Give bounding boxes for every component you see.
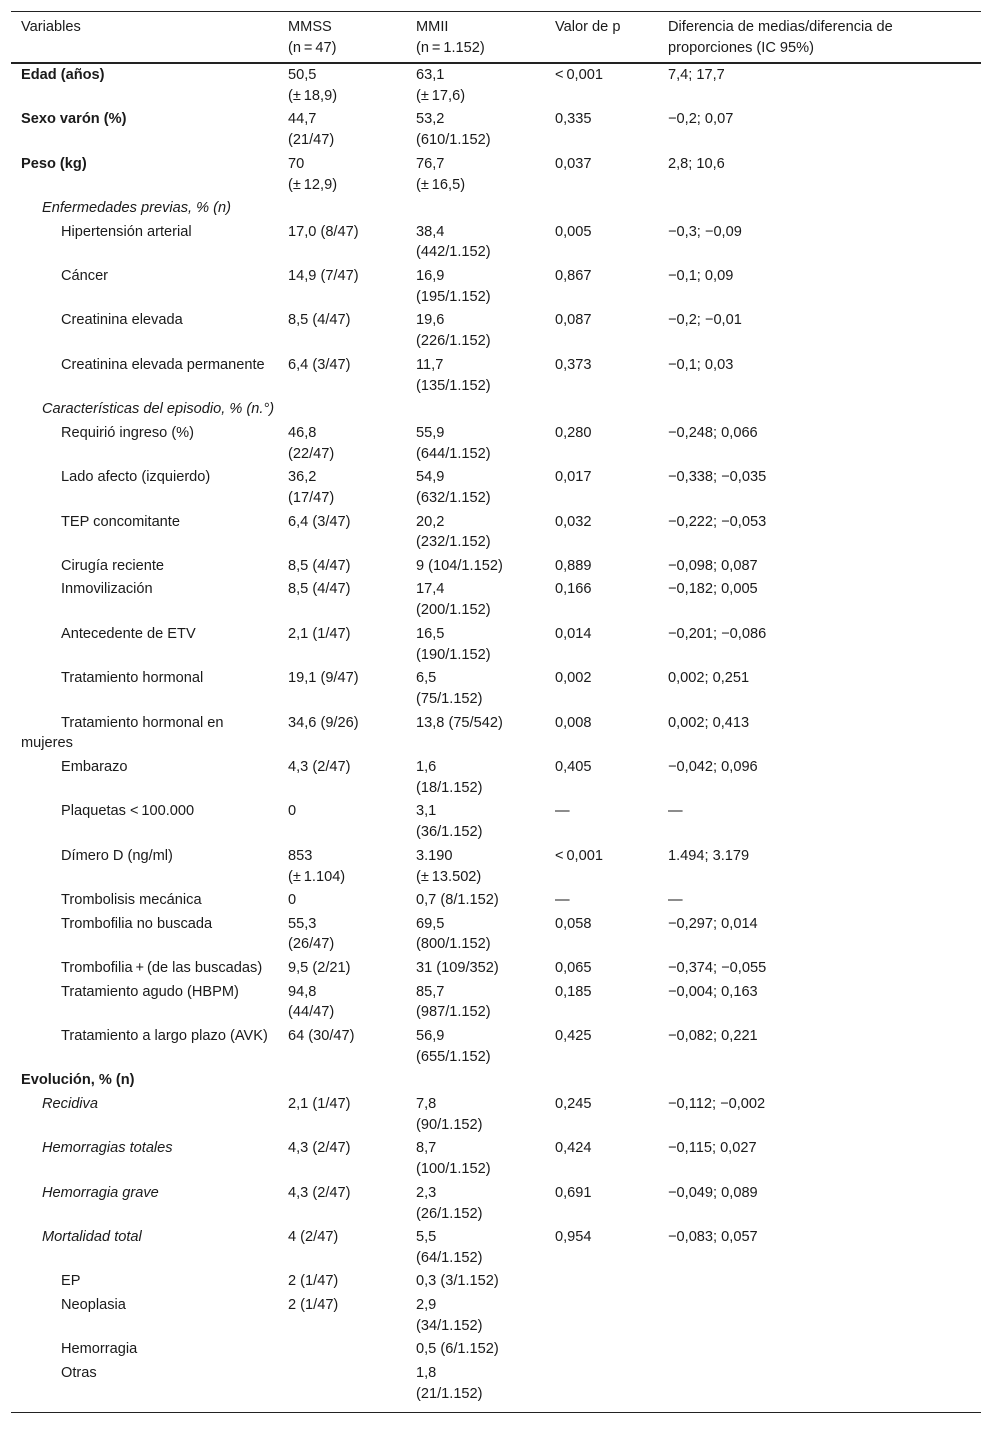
mmss-cell: 8,5 (4/47) <box>288 312 351 329</box>
table-row <box>11 957 981 981</box>
variable-cell: Hemorragia <box>61 1341 138 1358</box>
p-value-cell: 0,032 <box>555 513 592 530</box>
p-value-cell: 0,002 <box>555 670 592 687</box>
difference-ci-cell: −0,201; −0,086 <box>668 625 767 642</box>
difference-ci-cell: −0,042; 0,096 <box>668 758 758 775</box>
mmii-cell: 2,3 (26/1.152) <box>416 1184 483 1222</box>
table-row <box>11 889 981 913</box>
p-value-cell: 0,005 <box>555 223 592 240</box>
variable-cell: Tratamiento hormonal <box>61 670 204 687</box>
mmss-cell: 17,0 (8/47) <box>288 223 359 240</box>
mmii-cell: 0,3 (3/1.152) <box>416 1273 499 1290</box>
p-value-cell: 0,954 <box>555 1229 592 1246</box>
mmii-cell: 8,7 (100/1.152) <box>416 1140 491 1178</box>
difference-ci-cell: 0,002; 0,413 <box>668 714 750 731</box>
variable-cell: Cirugía reciente <box>61 557 165 574</box>
difference-ci-cell: 7,4; 17,7 <box>668 66 725 83</box>
mmii-cell: 0,5 (6/1.152) <box>416 1341 499 1358</box>
mmss-cell: 19,1 (9/47) <box>288 670 359 687</box>
mmii-cell: 0,7 (8/1.152) <box>416 892 499 909</box>
variable-cell: Tratamiento a largo plazo (AVK) <box>61 1028 268 1044</box>
p-value-cell <box>545 1362 658 1412</box>
mmii-cell: 1,8 (21/1.152) <box>406 1362 545 1412</box>
mmss-cell: 0 <box>288 892 297 909</box>
p-value-cell: 0,373 <box>555 356 592 373</box>
mmss-cell: 9,5 (2/21) <box>288 960 351 977</box>
mmii-cell: 85,7 (987/1.152) <box>416 983 491 1021</box>
table-body <box>11 63 981 1412</box>
mmss-cell <box>278 1362 406 1412</box>
p-value-cell: 0,424 <box>555 1140 592 1157</box>
mmss-cell: 2,1 (1/47) <box>288 1095 351 1112</box>
mmii-cell: 1,6 (18/1.152) <box>416 758 483 796</box>
difference-ci-cell: −0,083; 0,057 <box>668 1229 758 1246</box>
mmss-cell: 6,4 (3/47) <box>288 356 351 373</box>
difference-ci-cell: — <box>668 892 683 909</box>
section-label: Enfermedades previas, % (n) <box>42 200 231 217</box>
header-p-value: Valor de p <box>545 12 658 63</box>
mmss-cell: 4,3 (2/47) <box>288 1184 351 1201</box>
mmss-cell: 55,3 (26/47) <box>288 915 335 953</box>
variable-cell: Creatinina elevada permanente <box>61 356 265 373</box>
difference-ci-cell: −0,182; 0,005 <box>668 581 758 598</box>
p-value-cell <box>545 1338 658 1362</box>
mmii-cell: 31 (109/352) <box>416 960 499 977</box>
variable-cell: Lado afecto (izquierdo) <box>61 469 211 486</box>
p-value-cell: 0,017 <box>555 469 592 486</box>
table-row <box>11 510 981 554</box>
variable-cell: TEP concomitante <box>61 513 180 530</box>
difference-ci-cell: — <box>668 803 683 820</box>
mmss-cell: 2 (1/47) <box>288 1297 339 1314</box>
table-row <box>11 265 981 309</box>
table-row <box>11 1025 981 1069</box>
variable-cell: Tratamiento hormonal en mujeres <box>21 714 224 752</box>
p-value-cell: < 0,001 <box>555 66 603 83</box>
table-row <box>11 980 981 1024</box>
p-value-cell: 0,425 <box>555 1028 592 1044</box>
mmii-cell: 5,5 (64/1.152) <box>416 1229 483 1266</box>
section-row <box>11 398 981 422</box>
mmii-cell: 76,7 (± 16,5) <box>416 155 466 193</box>
comparison-table-container <box>11 11 981 1413</box>
mmii-cell: 56,9 (655/1.152) <box>416 1028 491 1065</box>
variable-cell: Hemorragia grave <box>42 1184 159 1201</box>
table-row <box>11 1270 981 1294</box>
category-row <box>11 63 981 108</box>
table-row <box>11 421 981 465</box>
variable-cell: Trombofilia + (de las buscadas) <box>61 960 263 977</box>
difference-ci-cell: −0,222; −0,053 <box>668 513 767 530</box>
variable-cell: Creatinina elevada <box>61 312 183 329</box>
table-row <box>11 800 981 844</box>
mmss-cell: 46,8 (22/47) <box>288 424 335 462</box>
variable-cell: Peso (kg) <box>21 155 87 172</box>
table-row <box>11 912 981 956</box>
variable-cell: Neoplasia <box>61 1297 126 1314</box>
difference-ci-cell: 1.494; 3.179 <box>668 847 750 864</box>
difference-ci-cell <box>658 1270 981 1294</box>
header-difference-ci: Diferencia de medias/diferencia de proporciones (IC 95%) <box>658 12 981 63</box>
mmss-cell: 94,8 (44/47) <box>288 983 335 1021</box>
mmii-cell: 19,6 (226/1.152) <box>416 312 491 350</box>
section-label: Características del episodio, % (n.°) <box>42 401 275 418</box>
variable-cell: Requirió ingreso (%) <box>61 424 195 441</box>
table-row <box>11 1181 981 1225</box>
p-value-cell: 0,087 <box>555 312 592 329</box>
difference-ci-cell <box>658 1338 981 1362</box>
variable-cell: Trombolisis mecánica <box>61 892 202 909</box>
category-row <box>11 1069 981 1093</box>
table-row <box>11 756 981 800</box>
mmii-cell: 69,5 (800/1.152) <box>416 915 491 953</box>
mmii-cell: 55,9 (644/1.152) <box>416 424 491 462</box>
mmss-cell: 2,1 (1/47) <box>288 625 351 642</box>
difference-ci-cell: −0,1; 0,09 <box>668 268 734 285</box>
p-value-cell: 0,185 <box>555 983 592 1000</box>
mmss-cell: 853 (± 1.104) <box>288 847 346 885</box>
variable-cell: Tratamiento agudo (HBPM) <box>61 983 239 1000</box>
p-value-cell: 0,008 <box>555 714 592 731</box>
mmii-cell: 54,9 (632/1.152) <box>416 469 491 506</box>
category-row <box>11 108 981 152</box>
mmss-cell: 14,9 (7/47) <box>288 268 359 285</box>
variable-cell: Otras <box>11 1362 278 1412</box>
table-header <box>11 12 981 63</box>
p-value-cell: 0,014 <box>555 625 592 642</box>
p-value-cell: 0,889 <box>555 557 592 574</box>
mmss-cell: 4,3 (2/47) <box>288 1140 351 1157</box>
table-row <box>11 353 981 397</box>
header-mmss: MMSS (n = 47) <box>278 12 406 63</box>
variable-cell: Edad (años) <box>21 66 105 83</box>
mmss-cell: 34,6 (9/26) <box>288 714 359 731</box>
table-row <box>11 309 981 353</box>
p-value-cell: 0,405 <box>555 758 592 775</box>
table-row <box>11 1226 981 1270</box>
table-row <box>11 711 981 755</box>
p-value-cell: 0,280 <box>555 424 592 441</box>
variable-cell: Sexo varón (%) <box>21 111 127 128</box>
difference-ci-cell: −0,1; 0,03 <box>668 356 734 373</box>
difference-ci-cell: 0,002; 0,251 <box>668 670 750 687</box>
mmss-cell: 44,7 (21/47) <box>288 111 335 149</box>
table-row <box>11 1093 981 1137</box>
variable-cell: Mortalidad total <box>42 1229 142 1246</box>
mmii-cell: 16,5 (190/1.152) <box>416 625 491 663</box>
variable-cell: Trombofilia no buscada <box>61 915 213 932</box>
mmii-cell: 6,5 (75/1.152) <box>416 670 483 708</box>
p-value-cell: — <box>555 892 570 909</box>
mmii-cell <box>406 1069 545 1093</box>
mmii-cell: 17,4 (200/1.152) <box>416 581 491 619</box>
difference-ci-cell: −0,2; −0,01 <box>668 312 742 329</box>
variable-cell: Antecedente de ETV <box>61 625 196 642</box>
table-row <box>11 1362 981 1412</box>
mmii-cell: 3.190 (± 13.502) <box>416 847 482 885</box>
difference-ci-cell: 2,8; 10,6 <box>668 155 725 172</box>
mmii-cell: 20,2 (232/1.152) <box>416 513 491 551</box>
mmss-cell: 6,4 (3/47) <box>288 513 351 530</box>
variable-cell: Plaquetas < 100.000 <box>61 803 195 820</box>
variable-cell: Hemorragias totales <box>42 1140 173 1157</box>
mmss-cell: 4,3 (2/47) <box>288 758 351 775</box>
p-value-cell: — <box>555 803 570 820</box>
table-row <box>11 555 981 579</box>
variable-cell: Embarazo <box>61 758 128 775</box>
mmss-cell: 8,5 (4/47) <box>288 557 351 574</box>
difference-ci-cell: −0,112; −0,002 <box>668 1095 766 1112</box>
table-row <box>11 220 981 264</box>
difference-ci-cell: −0,3; −0,09 <box>668 223 742 240</box>
difference-ci-cell: −0,374; −0,055 <box>668 960 767 977</box>
mmii-cell: 53,2 (610/1.152) <box>416 111 491 149</box>
comparison-table <box>11 11 981 1413</box>
variable-cell: EP <box>61 1273 81 1290</box>
p-value-cell: 0,058 <box>555 915 592 932</box>
header-variables: Variables <box>11 12 278 63</box>
p-value-cell: 0,037 <box>555 155 592 172</box>
mmii-cell: 16,9 (195/1.152) <box>416 268 491 305</box>
section-row <box>11 197 981 221</box>
mmss-cell <box>278 1069 406 1093</box>
p-value-cell <box>545 1270 658 1294</box>
mmii-cell: 11,7 (135/1.152) <box>416 356 491 394</box>
mmss-cell: 50,5 (± 18,9) <box>288 66 338 104</box>
table-row <box>11 1338 981 1362</box>
p-value-cell: 0,065 <box>555 960 592 977</box>
mmii-cell: 7,8 (90/1.152) <box>416 1095 483 1133</box>
header-mmii: MMII (n = 1.152) <box>406 12 545 63</box>
mmss-cell: 36,2 (17/47) <box>288 469 335 506</box>
difference-ci-cell: −0,098; 0,087 <box>668 557 758 574</box>
difference-ci-cell: −0,115; 0,027 <box>668 1140 757 1157</box>
p-value-cell: 0,166 <box>555 581 592 598</box>
mmss-cell: 4 (2/47) <box>288 1229 339 1246</box>
mmii-cell: 13,8 (75/542) <box>416 714 503 731</box>
p-value-cell <box>545 1069 658 1093</box>
variable-cell: Cáncer <box>61 268 109 285</box>
table-row <box>11 578 981 622</box>
table-row <box>11 844 981 888</box>
variable-cell: Recidiva <box>42 1095 98 1112</box>
mmii-cell: 9 (104/1.152) <box>416 557 503 574</box>
header-row <box>11 12 981 63</box>
difference-ci-cell: −0,004; 0,163 <box>668 983 758 1000</box>
difference-ci-cell: −0,338; −0,035 <box>668 469 767 486</box>
mmss-cell: 2 (1/47) <box>288 1273 339 1290</box>
p-value-cell <box>545 1294 658 1338</box>
variable-cell: Inmovilización <box>61 581 153 598</box>
table-row <box>11 1294 981 1338</box>
p-value-cell: 0,335 <box>555 111 592 128</box>
mmss-cell <box>278 1338 406 1362</box>
mmss-cell: 70 (± 12,9) <box>288 155 338 193</box>
difference-ci-cell: −0,049; 0,089 <box>668 1184 758 1201</box>
difference-ci-cell: −0,082; 0,221 <box>668 1028 758 1044</box>
difference-ci-cell: −0,2; 0,07 <box>668 111 734 128</box>
difference-ci-cell: −0,248; 0,066 <box>668 424 758 441</box>
p-value-cell: 0,691 <box>555 1184 592 1201</box>
table-row <box>11 1137 981 1181</box>
mmii-cell: 38,4 (442/1.152) <box>416 223 491 261</box>
mmss-cell: 64 (30/47) <box>288 1028 355 1044</box>
variable-cell: Dímero D (ng/ml) <box>61 847 173 864</box>
p-value-cell: 0,245 <box>555 1095 592 1112</box>
p-value-cell: 0,867 <box>555 268 592 285</box>
variable-cell: Hipertensión arterial <box>61 223 192 240</box>
difference-ci-cell <box>658 1294 981 1338</box>
variable-cell: Evolución, % (n) <box>21 1072 135 1089</box>
table-row <box>11 667 981 711</box>
category-row <box>11 152 981 196</box>
difference-ci-cell <box>658 1362 981 1412</box>
mmss-cell: 0 <box>288 803 297 820</box>
difference-ci-cell <box>658 1069 981 1093</box>
mmii-cell: 63,1 (± 17,6) <box>416 66 466 104</box>
difference-ci-cell: −0,297; 0,014 <box>668 915 758 932</box>
mmii-cell: 3,1 (36/1.152) <box>416 803 483 841</box>
mmss-cell: 8,5 (4/47) <box>288 581 351 598</box>
table-row <box>11 466 981 510</box>
table-row <box>11 622 981 666</box>
mmii-cell: 2,9 (34/1.152) <box>416 1297 483 1334</box>
p-value-cell: < 0,001 <box>555 847 603 864</box>
